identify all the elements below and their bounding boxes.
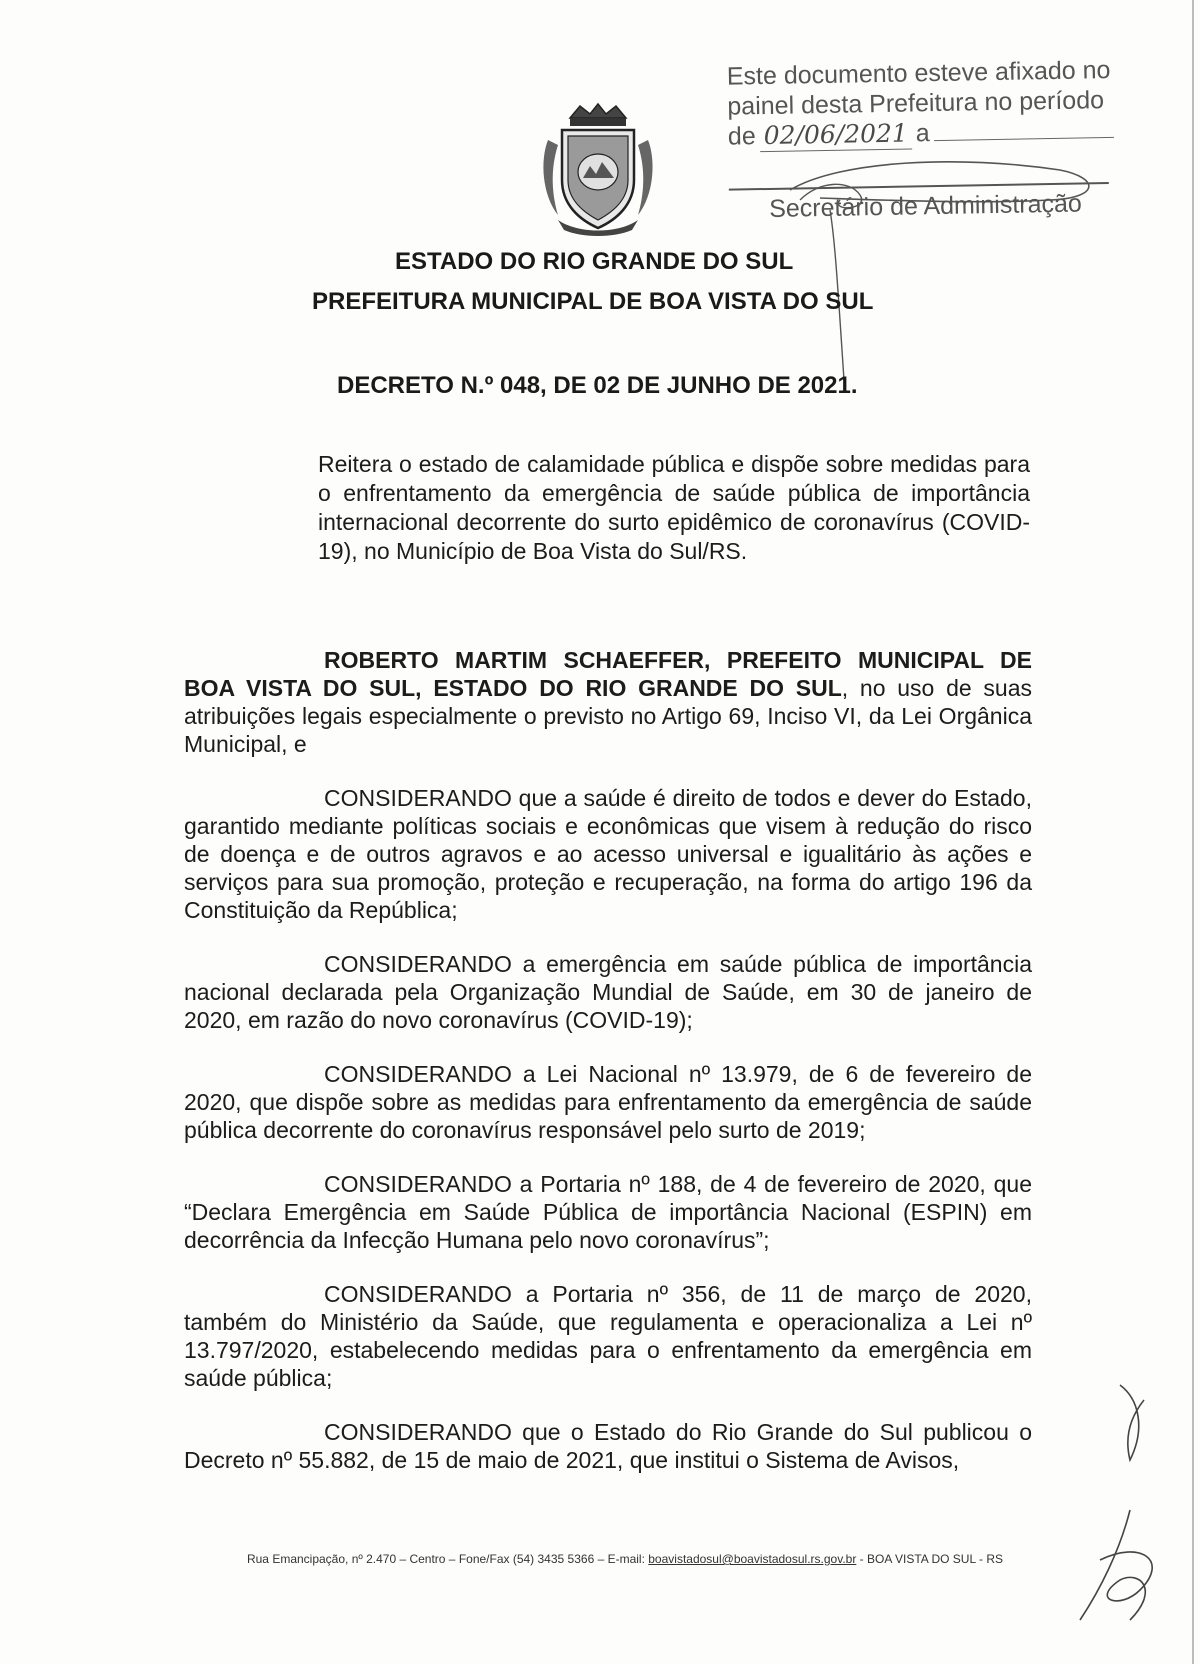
considerando-paragraph: CONSIDERANDO que o Estado do Rio Grande do Sul publicou o Decreto nº 55.882, de 15 de maio de 2021, que institui o Sistema de Avisos, xyxy=(184,1419,1032,1473)
decree-title: DECRETO N.º 048, DE 02 DE JUNHO DE 2021. xyxy=(337,372,858,399)
decree-body xyxy=(184,646,1032,1500)
stamp-period-sep: a xyxy=(915,119,930,148)
intro-rest: , no uso de suas atribuições legais especialmente o previsto no Artigo 69, Inciso VI, da Lei Orgânica Municipal, e xyxy=(184,675,1032,757)
stamp-line-1: Este documento esteve afixado no xyxy=(726,55,1111,91)
footer-email-link[interactable]: boavistadosul@boavistadosul.rs.gov.br xyxy=(648,1552,857,1566)
considerando-paragraph: CONSIDERANDO a emergência em saúde pública de importância nacional declarada pela Organização Mundial de Saúde, em 30 de janeiro de 2020, em razão do novo coronavírus (COVID-19); xyxy=(184,951,1032,1033)
footer-tail: - BOA VISTA DO SUL - RS xyxy=(856,1552,1004,1566)
footer-address: Rua Emancipação, nº 2.470 – Centro – Fone/Fax (54) 3435 5366 – E-mail: xyxy=(246,1552,649,1566)
page-footer xyxy=(205,1550,1045,1568)
margin-initial-icon xyxy=(1100,1380,1180,1470)
considerando-paragraph: CONSIDERANDO que a saúde é direito de todos e dever do Estado, garantido mediante políticas sociais e econômicas que visem à redução do risco de doença e de outros agravos e ao acesso universal e igualitário às ações e serviços para sua promoção, proteção e recuperação, na forma do artigo 196 da Constituição da República; xyxy=(184,785,1032,923)
page-edge-line xyxy=(1192,0,1194,1664)
municipal-coat-of-arms-icon xyxy=(528,100,668,240)
margin-rubric-icon xyxy=(1060,1500,1180,1640)
stamp-handwritten-date: 02/06/2021 xyxy=(759,118,912,152)
stamp-period-prefix: de xyxy=(727,122,756,151)
state-heading: ESTADO DO RIO GRANDE DO SUL xyxy=(395,248,794,275)
stamp-signature-scribble-icon xyxy=(760,150,1120,410)
intro-bold: ROBERTO MARTIM SCHAEFFER, PREFEITO MUNICIPAL DE BOA VISTA DO SUL, ESTADO DO RIO GRANDE DO SUL xyxy=(184,647,1032,701)
considerando-paragraph: CONSIDERANDO a Portaria nº 188, de 4 de fevereiro de 2020, que “Declara Emergência em Saúde Pública de importância Nacional (ESPIN) em decorrência da Infecção Humana pelo novo coronavírus”; xyxy=(184,1171,1032,1253)
prefeitura-heading: PREFEITURA MUNICIPAL DE BOA VISTA DO SUL xyxy=(312,288,874,315)
considerando-paragraph: CONSIDERANDO a Lei Nacional nº 13.979, de 6 de fevereiro de 2020, que dispõe sobre as medidas para enfrentamento da emergência de saúde pública decorrente do coronavírus responsável pelo surto de 2019; xyxy=(184,1061,1032,1143)
considerando-paragraph: CONSIDERANDO a Portaria nº 356, de 11 de março de 2020, também do Ministério da Saúde, que regulamenta e operacionaliza a Lei nº 13.797/2020, estabelecendo medidas para o enfrentamento da emergência em saúde pública; xyxy=(184,1281,1032,1391)
decree-ementa: Reitera o estado de calamidade pública e dispõe sobre medidas para o enfrentamento da emergência de saúde pública de importância internacional decorrente do surto epidêmico de coronavírus (COVID-19), no Município de Boa Vista do Sul/RS. xyxy=(318,451,1030,564)
stamp-end-date-blank xyxy=(933,117,1113,141)
intro-paragraph xyxy=(184,646,1032,758)
stamp-role: Secretário de Administração xyxy=(768,189,1083,223)
stamp-period-row xyxy=(728,114,1148,152)
stamp-line-2: painel desta Prefeitura no período xyxy=(727,86,1105,121)
